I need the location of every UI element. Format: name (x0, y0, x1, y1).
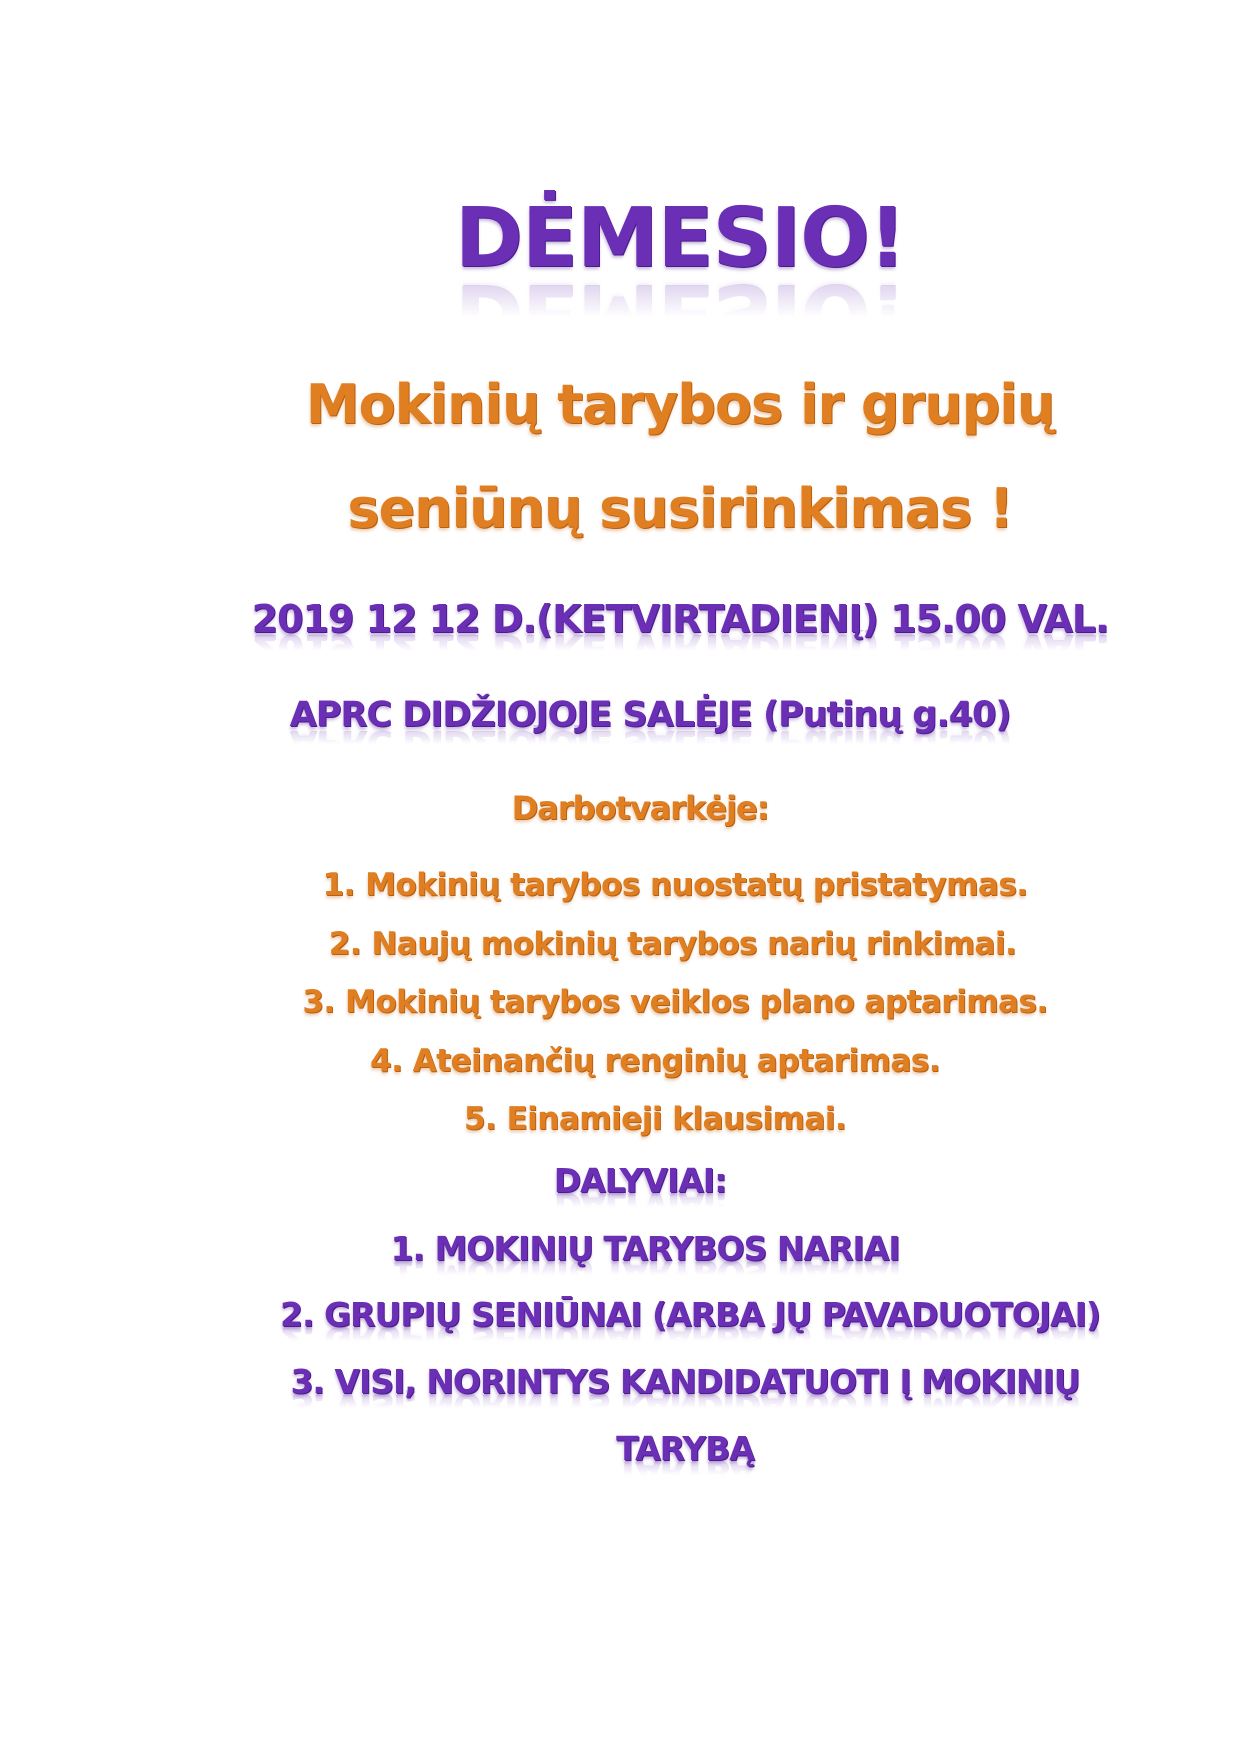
event-location: APRC DIDŽIOJOJE SALĖJE (Putinų g.40) (289, 695, 1011, 735)
event-date-time: 2019 12 12 D.(KETVIRTADIENĮ) 15.00 VAL. (251, 597, 1109, 641)
participants-heading: DALYVIAI: (553, 1161, 727, 1200)
agenda-item: 3. Mokinių tarybos veiklos plano aptarimas. (302, 984, 1048, 1020)
agenda-item: 1. Mokinių tarybos nuostatų pristatymas. (322, 867, 1028, 903)
agenda-item: 5. Einamieji klausimai. (463, 1101, 847, 1137)
poster-title: DĖMESIO! (454, 191, 906, 286)
participant-item: 2. GRUPIŲ SENIŪNAI (ARBA JŲ PAVADUOTOJAI) (279, 1295, 1100, 1334)
headline-line-2: seniūnų susirinkimas ! (347, 477, 1013, 540)
participant-item: 3. VISI, NORINTYS KANDIDATUOTI Į MOKINIŲ (290, 1362, 1080, 1401)
agenda-item: 4. Ateinančių renginių aptarimas. (370, 1043, 940, 1079)
headline-line-1: Mokinių tarybos ir grupių (305, 373, 1055, 436)
agenda-heading: Darbotvarkėje: (511, 789, 769, 827)
participant-item: TARYBĄ (616, 1429, 754, 1468)
participant-item: 1. MOKINIŲ TARYBOS NARIAI (390, 1229, 900, 1268)
agenda-item: 2. Naujų mokinių tarybos narių rinkimai. (328, 926, 1017, 962)
